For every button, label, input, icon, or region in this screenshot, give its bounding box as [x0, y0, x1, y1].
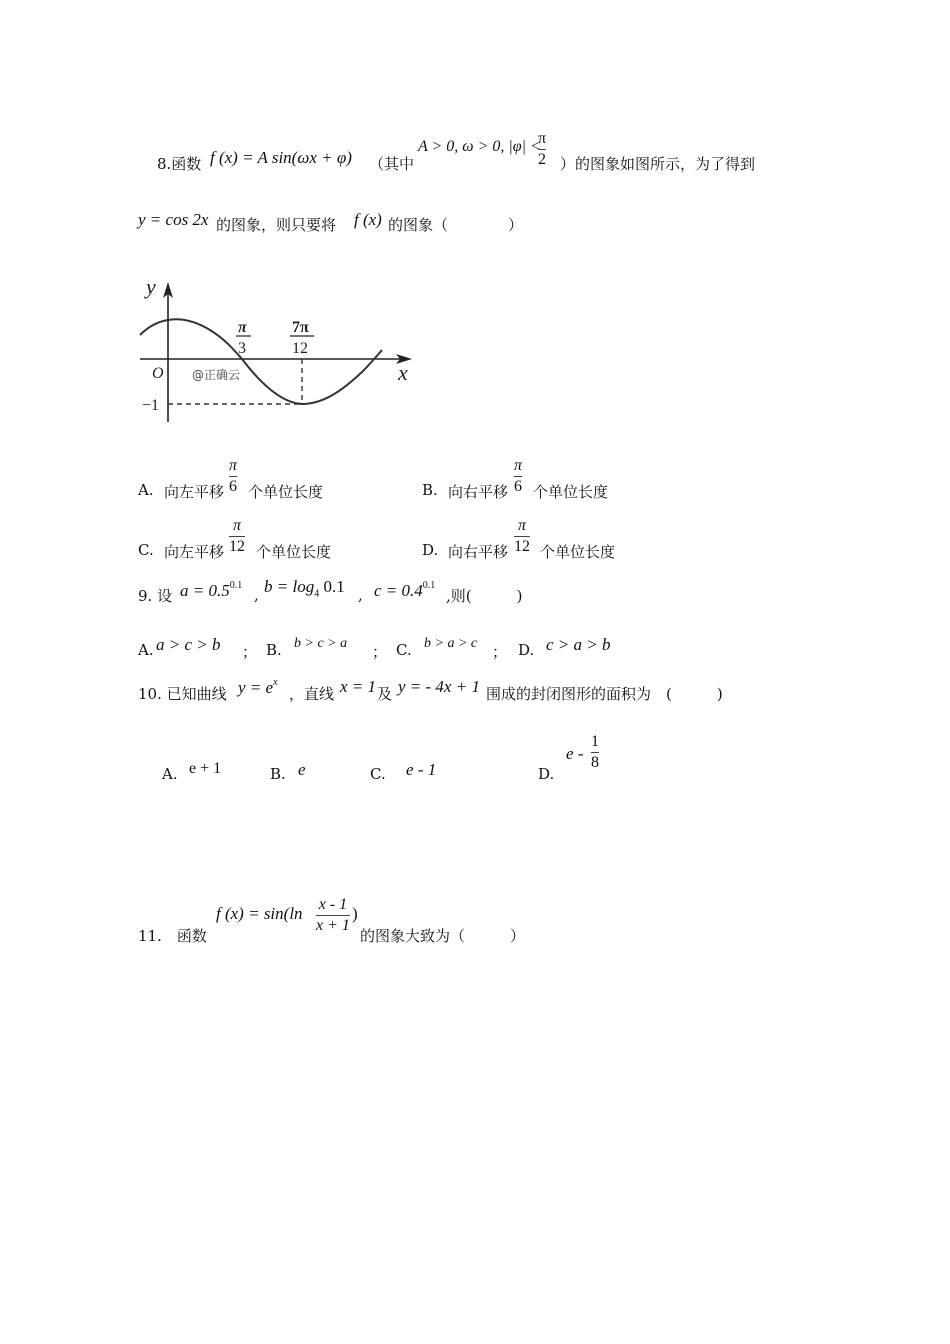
q8-cond-open: （其中	[369, 155, 415, 173]
fraction: π 12	[229, 517, 245, 555]
q8-line2-text: 的图象，则只要将	[216, 216, 337, 234]
q8-target-function: y = cos 2x	[138, 210, 209, 229]
q10-line: x = 1	[340, 677, 377, 696]
q9-a: $a = 0.5^{0.1}$	[180, 580, 243, 600]
q8-condition: A > 0, ω > 0, |φ| <	[418, 138, 541, 155]
q8-cond-fraction: π 2	[538, 130, 547, 168]
q8-sine-graph	[130, 270, 420, 430]
sine-curve	[140, 319, 382, 404]
q8-line2-f: f (x)	[354, 210, 382, 229]
q11-tail: 的图象大致为（ ）	[360, 927, 526, 945]
tick1-numerator: π	[238, 319, 247, 336]
q10-line2: y = - 4x + 1	[398, 677, 480, 696]
fraction: π 12	[514, 517, 530, 555]
fraction: π 6	[514, 457, 523, 495]
fraction: 1 8	[591, 733, 599, 771]
watermark: @正确云	[192, 368, 241, 382]
q9-tail: ,则( )	[446, 587, 523, 605]
q10-prefix: 10. 已知曲线	[138, 685, 227, 703]
q10-curve: $y = e^x$	[238, 677, 278, 697]
q9-b: $b = \log_4 0.1$	[264, 577, 345, 600]
q8-cond-close: ）的图象如图所示，为了得到	[560, 155, 756, 173]
fraction: π 6	[229, 457, 238, 495]
graph-origin-label: O	[152, 365, 164, 382]
minus-one-label: −1	[142, 397, 160, 414]
q9-c: $c = 0.4^{0.1}$	[374, 580, 436, 600]
q11-prefix: 11. 函数	[138, 927, 207, 945]
graph-y-label: y	[146, 274, 156, 299]
graph-x-label: x	[398, 360, 408, 385]
q11-fraction: x - 1 x + 1	[316, 896, 350, 934]
q8-function: f (x) = A sin(ωx + φ)	[210, 148, 352, 167]
q9-prefix: 9. 设	[138, 587, 173, 605]
tick2-denominator: 12	[292, 340, 308, 357]
tick1-denominator: 3	[238, 340, 246, 357]
q8-line2-tail: 的图象（ ）	[388, 216, 524, 234]
tick2-numerator: 7π	[292, 319, 309, 336]
q8-prefix: 8.函数	[157, 155, 202, 173]
q10-tail: 围成的封闭图形的面积为 ( )	[486, 685, 723, 703]
q11-function: f (x) = sin(ln	[216, 904, 303, 923]
